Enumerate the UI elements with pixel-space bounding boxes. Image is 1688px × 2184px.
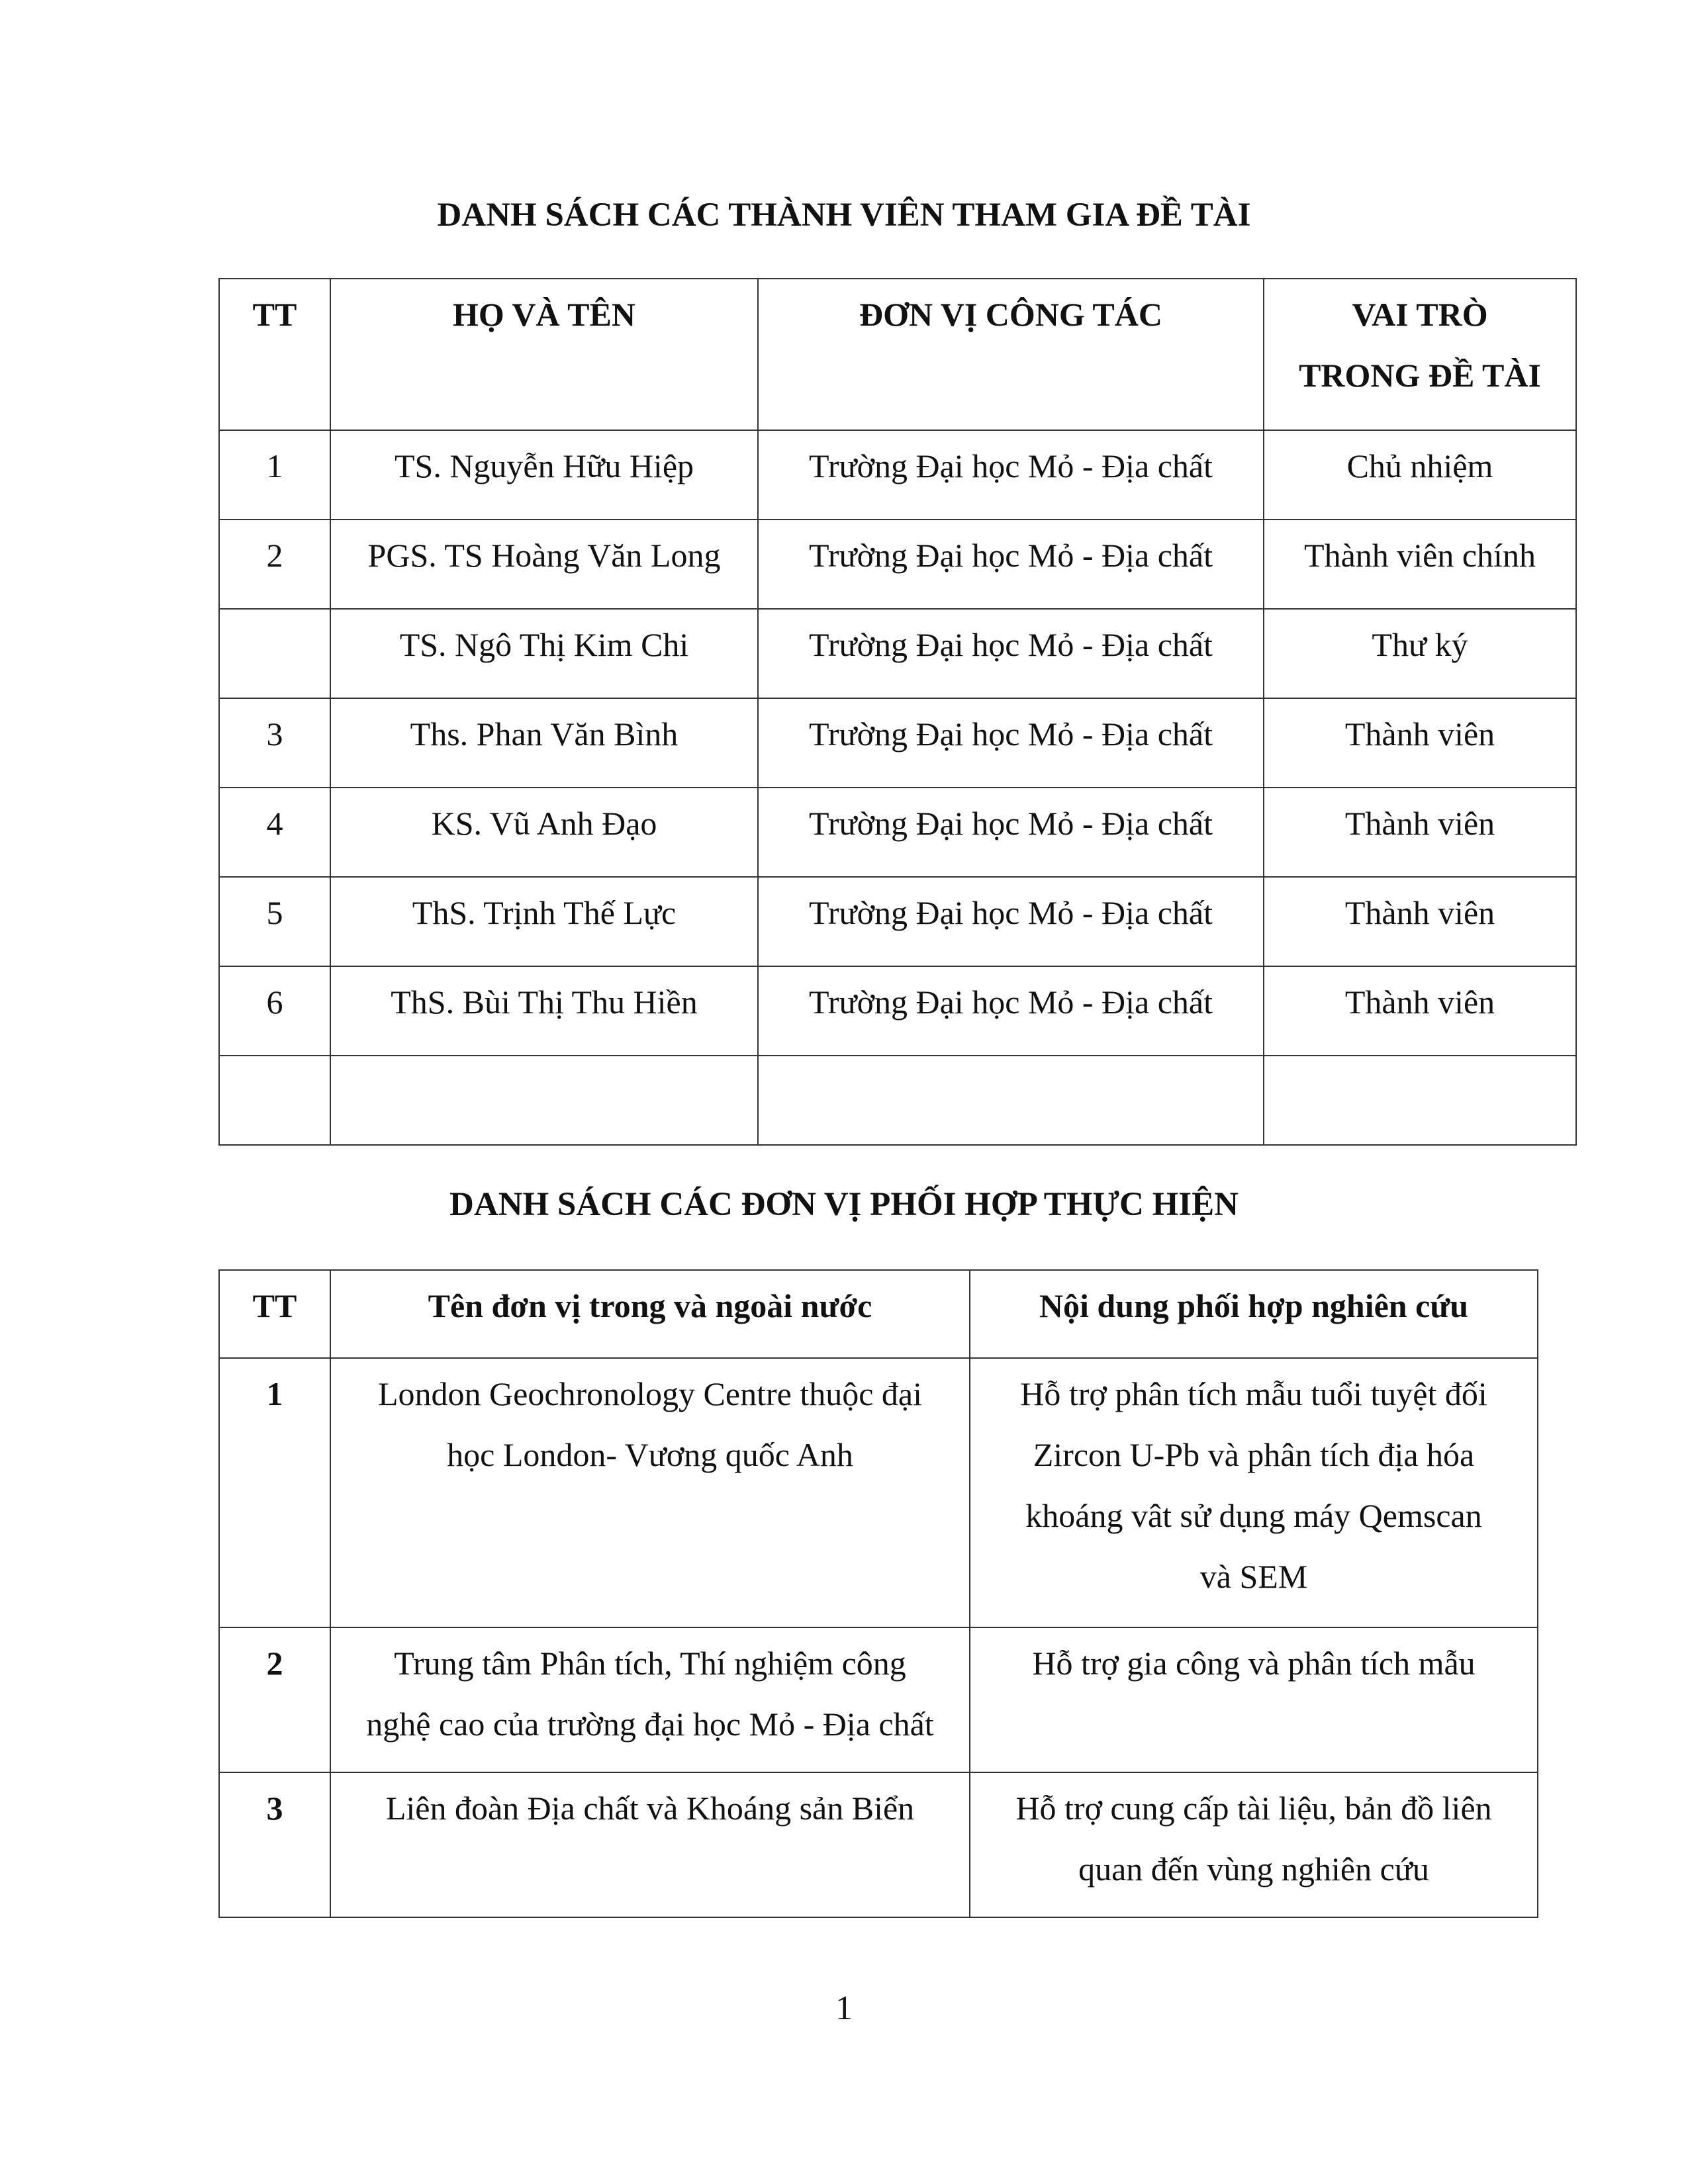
header-role-line2: TRONG ĐỀ TÀI bbox=[1299, 357, 1541, 394]
header-name: HỌ VÀ TÊN bbox=[330, 279, 758, 430]
cell-tt: 1 bbox=[219, 430, 330, 520]
cell-name: Ths. Phan Văn Bình bbox=[330, 698, 758, 788]
members-header-row bbox=[219, 279, 1576, 430]
table-row bbox=[219, 788, 1576, 877]
text-line: Hỗ trợ phân tích mẫu tuổi tuyệt đối bbox=[1020, 1375, 1487, 1412]
text-line: Hỗ trợ cung cấp tài liệu, bản đồ liên bbox=[1015, 1790, 1492, 1827]
partners-header-row bbox=[219, 1270, 1538, 1358]
table-row-empty bbox=[219, 1056, 1576, 1145]
cell-tt: 5 bbox=[219, 877, 330, 966]
text-line: quan đến vùng nghiên cứu bbox=[1078, 1850, 1429, 1888]
cell-tt: 2 bbox=[219, 520, 330, 609]
page-number: 1 bbox=[835, 1989, 853, 2027]
text-line: Liên đoàn Địa chất và Khoáng sản Biển bbox=[385, 1790, 915, 1827]
members-table bbox=[218, 278, 1577, 1146]
cell-role: Thành viên chính bbox=[1264, 520, 1576, 609]
cell-name: TS. Ngô Thị Kim Chi bbox=[330, 609, 758, 698]
partners-table bbox=[218, 1269, 1538, 1918]
cell-unit: Trường Đại học Mỏ - Địa chất bbox=[758, 609, 1264, 698]
cell-unit bbox=[758, 1056, 1264, 1145]
cell-name: PGS. TS Hoàng Văn Long bbox=[330, 520, 758, 609]
text-line: Trung tâm Phân tích, Thí nghiệm công bbox=[394, 1645, 906, 1682]
cell-role: Thành viên bbox=[1264, 966, 1576, 1056]
cell-partner-content bbox=[970, 1358, 1538, 1627]
cell-tt: 4 bbox=[219, 788, 330, 877]
cell-tt: 1 bbox=[219, 1358, 330, 1627]
cell-partner-content bbox=[970, 1627, 1538, 1772]
table-row bbox=[219, 966, 1576, 1056]
table-row bbox=[219, 430, 1576, 520]
partners-title: DANH SÁCH CÁC ĐƠN VỊ PHỐI HỢP THỰC HIỆN bbox=[449, 1186, 1239, 1223]
header-unit: ĐƠN VỊ CÔNG TÁC bbox=[758, 279, 1264, 430]
cell-role: Thành viên bbox=[1264, 698, 1576, 788]
text-line: nghệ cao của trường đại học Mỏ - Địa chất bbox=[366, 1706, 934, 1743]
cell-role: Chủ nhiệm bbox=[1264, 430, 1576, 520]
cell-role: Thành viên bbox=[1264, 877, 1576, 966]
cell-name bbox=[330, 1056, 758, 1145]
cell-role bbox=[1264, 1056, 1576, 1145]
cell-role: Thư ký bbox=[1264, 609, 1576, 698]
header-role-line1: VAI TRÒ bbox=[1352, 296, 1488, 333]
cell-tt: 6 bbox=[219, 966, 330, 1056]
cell-partner-unit bbox=[330, 1358, 970, 1627]
header-partner-content: Nội dung phối hợp nghiên cứu bbox=[970, 1270, 1538, 1358]
text-line: Zircon U-Pb và phân tích địa hóa bbox=[1033, 1436, 1475, 1473]
header-tt: TT bbox=[219, 1270, 330, 1358]
cell-name: KS. Vũ Anh Đạo bbox=[330, 788, 758, 877]
cell-unit: Trường Đại học Mỏ - Địa chất bbox=[758, 788, 1264, 877]
cell-unit: Trường Đại học Mỏ - Địa chất bbox=[758, 966, 1264, 1056]
cell-partner-content bbox=[970, 1772, 1538, 1917]
cell-partner-unit bbox=[330, 1772, 970, 1917]
text-line: Hỗ trợ gia công và phân tích mẫu bbox=[1032, 1645, 1476, 1682]
cell-name: ThS. Trịnh Thế Lực bbox=[330, 877, 758, 966]
header-role bbox=[1264, 279, 1576, 430]
cell-tt bbox=[219, 609, 330, 698]
table-row bbox=[219, 1627, 1538, 1772]
table-row bbox=[219, 520, 1576, 609]
text-line: khoáng vât sử dụng máy Qemscan bbox=[1025, 1497, 1482, 1534]
table-row bbox=[219, 1772, 1538, 1917]
cell-role: Thành viên bbox=[1264, 788, 1576, 877]
table-row bbox=[219, 877, 1576, 966]
table-row bbox=[219, 609, 1576, 698]
cell-unit: Trường Đại học Mỏ - Địa chất bbox=[758, 520, 1264, 609]
cell-partner-unit bbox=[330, 1627, 970, 1772]
cell-unit: Trường Đại học Mỏ - Địa chất bbox=[758, 877, 1264, 966]
text-line: học London- Vương quốc Anh bbox=[447, 1436, 853, 1473]
cell-unit: Trường Đại học Mỏ - Địa chất bbox=[758, 430, 1264, 520]
header-tt: TT bbox=[219, 279, 330, 430]
cell-name: TS. Nguyễn Hữu Hiệp bbox=[330, 430, 758, 520]
cell-name: ThS. Bùi Thị Thu Hiền bbox=[330, 966, 758, 1056]
cell-tt: 2 bbox=[219, 1627, 330, 1772]
cell-unit: Trường Đại học Mỏ - Địa chất bbox=[758, 698, 1264, 788]
cell-tt: 3 bbox=[219, 1772, 330, 1917]
table-row bbox=[219, 1358, 1538, 1627]
cell-tt bbox=[219, 1056, 330, 1145]
text-line: và SEM bbox=[1199, 1558, 1308, 1595]
header-partner-unit: Tên đơn vị trong và ngoài nước bbox=[330, 1270, 970, 1358]
text-line: London Geochronology Centre thuộc đại bbox=[377, 1375, 923, 1412]
table-row bbox=[219, 698, 1576, 788]
cell-tt: 3 bbox=[219, 698, 330, 788]
members-title: DANH SÁCH CÁC THÀNH VIÊN THAM GIA ĐỀ TÀI bbox=[437, 197, 1251, 234]
